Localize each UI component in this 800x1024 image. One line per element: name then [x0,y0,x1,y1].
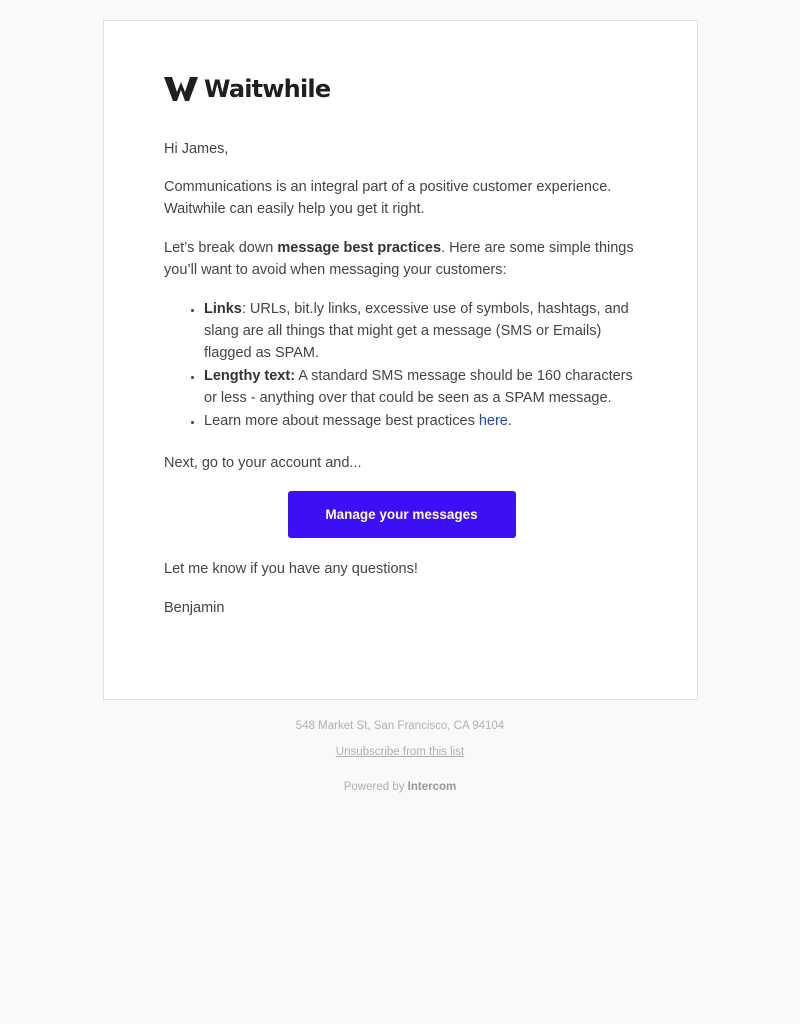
greeting: Hi James, [164,141,229,157]
powered-by-label: Powered by [343,781,408,793]
email-footer [0,718,800,795]
list-item-text: : URLs, bit.ly links, excessive use of symbols, hashtags, and slang are all things that might get a message (SMS or Emails) flagged as SPAM. [204,301,629,361]
unsubscribe-link[interactable]: Unsubscribe from this list [335,746,465,758]
intro-paragraph: Communications is an integral part of a positive customer experience. Waitwhile can easily help you get it right. [164,179,612,217]
brand-logo [164,75,639,103]
waitwhile-logo-icon [164,76,198,102]
list-item-text: Learn more about message best practices [204,413,479,429]
breakdown-before: Let’s break down [164,240,278,256]
provider-name[interactable]: Intercom [407,781,457,793]
email-card [103,20,698,700]
list-item-label: Links [204,301,242,317]
email-content [164,75,639,636]
brand-name: Waitwhile [204,75,331,103]
closing-paragraph: Let me know if you have any questions! [164,561,418,577]
list-item-label: Lengthy text: [204,368,296,384]
list-item-text: A standard SMS message should be 160 characters or less - anything over that could be seen as a SPAM message. [204,368,633,406]
breakdown-after: . Here are some simple things you’ll want to avoid when messaging your customers: [164,240,634,278]
list-item-lengthy-text [204,365,639,409]
powered-by [0,779,800,795]
list-item-links [204,298,639,364]
best-practices-list [204,298,639,432]
list-item-text: . [507,413,512,429]
breakdown-bold: message best practices [277,240,442,256]
cta-wrapper [164,491,639,538]
manage-messages-button[interactable]: Manage your messages [288,491,516,538]
breakdown-paragraph [164,237,639,281]
footer-address: 548 Market St, San Francisco, CA 94104 [295,720,505,732]
learn-more-link[interactable]: here [478,413,508,429]
signature: Benjamin [164,600,225,616]
next-paragraph: Next, go to your account and... [164,455,362,471]
list-item-learn-more [204,410,639,432]
